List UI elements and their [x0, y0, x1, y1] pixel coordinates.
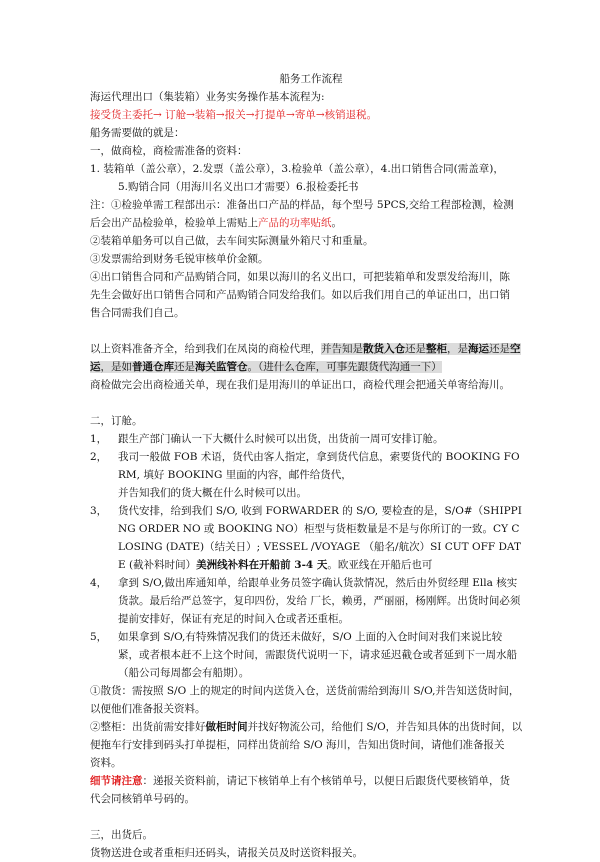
note-4a: ④出口销售合同和产品购销合同，如果以海川的名义出口，可把装箱单和发票发给海川，陈 — [90, 271, 510, 283]
note-4b: 先生会做好出口销售合同和产品购销合同发给我们。如以后我们用自己的单证出口，出口销 — [90, 289, 510, 301]
bulk-cargo-a: ①散货：需按照 S/O 上的规定的时间内送货入仓，送货前需给到海川 S/O,并告知送货时间， — [90, 685, 520, 697]
power-sticker-text: 产品的功率贴纸 — [258, 217, 332, 229]
docs-list-2: 5.购销合同（用海川名义出口才需要）6.报检委托书 — [118, 181, 359, 193]
section1-heading: 一，做商检，商检需准备的资料： — [90, 145, 248, 157]
note-1b: 后会出产品检验单，检验单上需贴上产品的功率贴纸。 — [90, 217, 342, 229]
list-item: 3， 货代安排，给到我们 S/O, 收到 FORWARDER 的 S/O, 要检查的是，S/O#（SHIPPING ORDER NO 或 BOOKING NO）柜型与货柜数量是不是与你所订的一致。CY CLOSING (DATE)（结关日）; VESSEL /VOYAGE （船名/航次）SI CUT OFF DATE (截补料时间）美洲线补料在开船前 3-4 天。欧亚线在开船后也可 — [90, 505, 522, 571]
full-container-c: 资料。 — [90, 757, 122, 769]
paragraph-clearance: 商检做完会出商检通关单，现在我们是用海川的单证出口，商检代理会把通关单寄给海川。 — [90, 379, 510, 391]
paragraph-customs-agent: 以上资料准备齐全，给到我们在凤岗的商检代理，并告知是散货入仓还是整柜，是海运还是空运，是如普通仓库还是海关监管仓。（进什么仓库，可事先跟货代沟通一下） — [90, 343, 521, 373]
list-item: 2， 我司一般做 FOB 术语，货代由客人指定，拿到货代信息，索要货代的 BOOKING FORM, 填好 BOOKING 里面的内容，邮件给货代， 并告知我们的货大概在什么时候可以出。 — [90, 451, 520, 499]
detail-note-b: 代会同核销单号码的。 — [90, 793, 195, 805]
detail-note-a: 细节请注意：递报关资料前，请记下核销单上有个核销单号，以便日后跟货代要核销单，货 — [90, 775, 510, 787]
full-container-a: ②整柜：出货前需安排好做柜时间并找好物流公司，给他们 S/O，并告知具体的出货时间，以 — [90, 721, 523, 733]
intro-line: 海运代理出口（集装箱）业务实务操作基本流程为: — [90, 91, 325, 103]
process-flow: 接受货主委托→ 订舱→装箱→报关→打提单→寄单→核销退税。 — [90, 109, 378, 121]
list-item: 5， 如果拿到 S/O,有特殊情况我们的货还未做好，S/O 上面的入仓时间对我们来说比较紧，或者根本赶不上这个时间，需跟货代说明一下，请求延迟截仓或者延到下一周水船（船公司每周都会有船期）。 — [90, 631, 517, 679]
full-container-b: 便拖车行安排到码头打单提柜，同样出货前给 S/O 海川，告知出货时间，请他们准备报关 — [90, 739, 505, 751]
list-item: 1， 跟生产部门确认一下大概什么时候可以出货，出货前一周可安排订舱。 — [90, 433, 444, 445]
note-1a: 注：①检验单需工程部出示：准备出口产品的样品，每个型号 5PCS,交给工程部检测，检测 — [90, 199, 514, 211]
docs-list-1: 1. 装箱单（盖公章），2.发票（盖公章），3.检验单（盖公章），4.出口销售合同(需盖章)， — [90, 163, 504, 175]
note-2: ②装箱单船务可以自己做，去车间实际测量外箱尺寸和重量。 — [90, 235, 374, 247]
note-3: ③发票需给到财务毛锐审核单价金额。 — [90, 253, 269, 265]
document-page — [90, 70, 522, 862]
list-item: 4， 拿到 S/O,做出库通知单，给跟单业务员签字确认货款情况，然后由外贸经理 Ella 核实货款。最后给严总签字，复印四份，发给 厂长，赖勇，严丽丽，杨刚辉。出货时间必须提前安排好，保证有充足的时间入仓或者还重柜。 — [90, 577, 521, 625]
bulk-cargo-b: 以便他们准备报关资料。 — [90, 703, 206, 715]
page-title: 船务工作流程 — [279, 73, 343, 85]
section3-text: 货物送进仓或者重柜归还码头，请报关员及时送资料报关。 — [90, 847, 363, 859]
section3-heading: 三，出货后。 — [90, 829, 153, 841]
section2-heading: 二，订舱。 — [90, 415, 143, 427]
note-4c: 售合同需我们自己。 — [90, 307, 185, 319]
detail-label: 细节请注意 — [90, 775, 143, 787]
need-line: 船务需要做的就是： — [90, 127, 185, 139]
